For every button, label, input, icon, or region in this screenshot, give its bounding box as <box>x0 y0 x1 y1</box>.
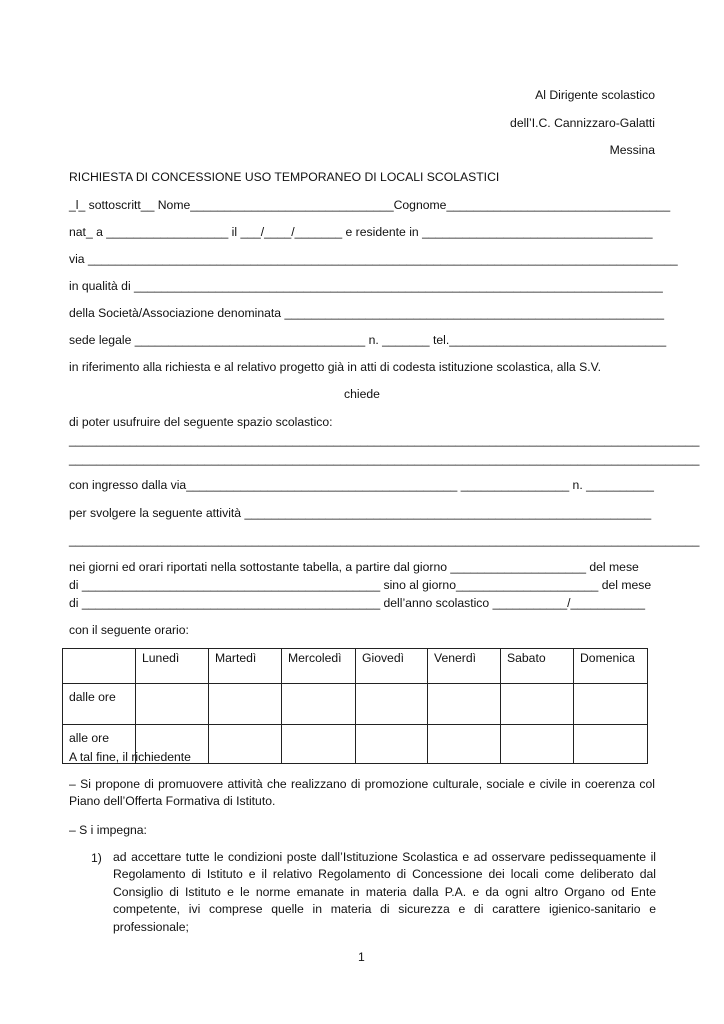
recipient-line-3: Messina <box>609 143 655 157</box>
schedule-cell[interactable] <box>428 684 501 725</box>
schedule-cell[interactable] <box>209 725 282 764</box>
a-tal-fine: A tal fine, il richiedente <box>69 750 191 764</box>
form-line-qualita: in qualità di ______________________________________________________________________________ <box>69 279 663 293</box>
form-line-via: via _______________________________________________________________________________________ <box>69 252 678 266</box>
form-line-societa: della Società/Associazione denominata ________________________________________________________ <box>69 306 665 320</box>
recipient-line-2: dell’I.C. Cannizzaro-Galatti <box>510 116 655 130</box>
form-line-birth: nat_ a __________________ il ___/____/_______ e residente in __________________________________ <box>69 225 653 239</box>
blank-line-3: _____________________________________________________________________________________________ <box>69 533 700 547</box>
day-header: Giovedì <box>356 649 428 684</box>
impegna-label: – S i impegna: <box>69 823 147 837</box>
schedule-cell[interactable] <box>136 684 209 725</box>
form-line-anno: di ____________________________________________ dell’anno scolastico ___________/___________ <box>69 596 646 610</box>
row-label: dalle ore <box>63 684 136 725</box>
schedule-row-dalle <box>63 684 648 725</box>
row-label: alle ore <box>63 725 136 764</box>
day-header: Domenica <box>574 649 648 684</box>
day-header: Lunedì <box>136 649 209 684</box>
form-line-spazio: di poter usufruire del seguente spazio scolastico: <box>69 415 333 429</box>
page-number: 1 <box>358 950 365 964</box>
schedule-cell[interactable] <box>574 725 648 764</box>
schedule-cell[interactable] <box>356 684 428 725</box>
schedule-cell[interactable] <box>282 725 356 764</box>
form-line-giorni: nei giorni ed orari riportati nella sottostante tabella, a partire dal giorno ____________________ del mese <box>69 560 639 574</box>
recipient-line-1: Al Dirigente scolastico <box>535 88 655 102</box>
form-line-mese: di ____________________________________________ sino al giorno_____________________ del mese <box>69 578 652 592</box>
form-line-riferimento: in riferimento alla richiesta e al relativo progetto già in atti di codesta istituzione scolastica, alla S.V. <box>69 360 602 374</box>
paragraph-promozione: – Si propone di promuovere attività che realizzano di promozione culturale, sociale e civile in coerenza col Piano dell’Offerta Formativa di Istituto. <box>69 777 655 809</box>
schedule-table <box>62 648 648 764</box>
schedule-cell[interactable] <box>501 684 574 725</box>
item-1-text: ad accettare tutte le condizioni poste dall’Istituzione Scolastica e ad osservare pedissequamente il Regolamento di Istituto e il relativo Regolamento di Concessione dei locali come deliberato dal Consiglio di Istituto e le norme emanate in materia dalla P.A. e da ogni altro Organo od Ente competente, ivi comprese quelle in materia di sicurezza e di carattere igienico-sanitario e professionale; <box>113 850 656 934</box>
form-line-sede: sede legale __________________________________ n. _______ tel.________________________________ <box>69 333 667 347</box>
form-line-ingresso: con ingresso dalla via________________________________________ ________________ n. __________ <box>69 478 654 492</box>
schedule-corner-cell <box>63 649 136 684</box>
form-line-attivita: per svolgere la seguente attività ____________________________________________________________ <box>69 506 652 520</box>
day-header: Martedì <box>209 649 282 684</box>
orario-label: con il seguente orario: <box>69 623 189 637</box>
chiede-heading: chiede <box>344 387 380 401</box>
schedule-cell[interactable] <box>209 684 282 725</box>
document-title: RICHIESTA DI CONCESSIONE USO TEMPORANEO DI LOCALI SCOLASTICI <box>69 170 500 184</box>
day-header: Venerdì <box>428 649 501 684</box>
form-line-name: _l_ sottoscritt__ Nome______________________________Cognome_________________________________ <box>69 198 671 212</box>
schedule-cell[interactable] <box>501 725 574 764</box>
schedule-cell[interactable] <box>356 725 428 764</box>
schedule-cell[interactable] <box>282 684 356 725</box>
schedule-header-row <box>63 649 648 684</box>
day-header: Sabato <box>501 649 574 684</box>
schedule-cell[interactable] <box>428 725 501 764</box>
blank-line-1: _____________________________________________________________________________________________ <box>69 433 700 447</box>
item-number-1: 1) <box>91 851 102 865</box>
blank-line-2: _____________________________________________________________________________________________ <box>69 452 700 466</box>
day-header: Mercoledì <box>282 649 356 684</box>
schedule-cell[interactable] <box>574 684 648 725</box>
